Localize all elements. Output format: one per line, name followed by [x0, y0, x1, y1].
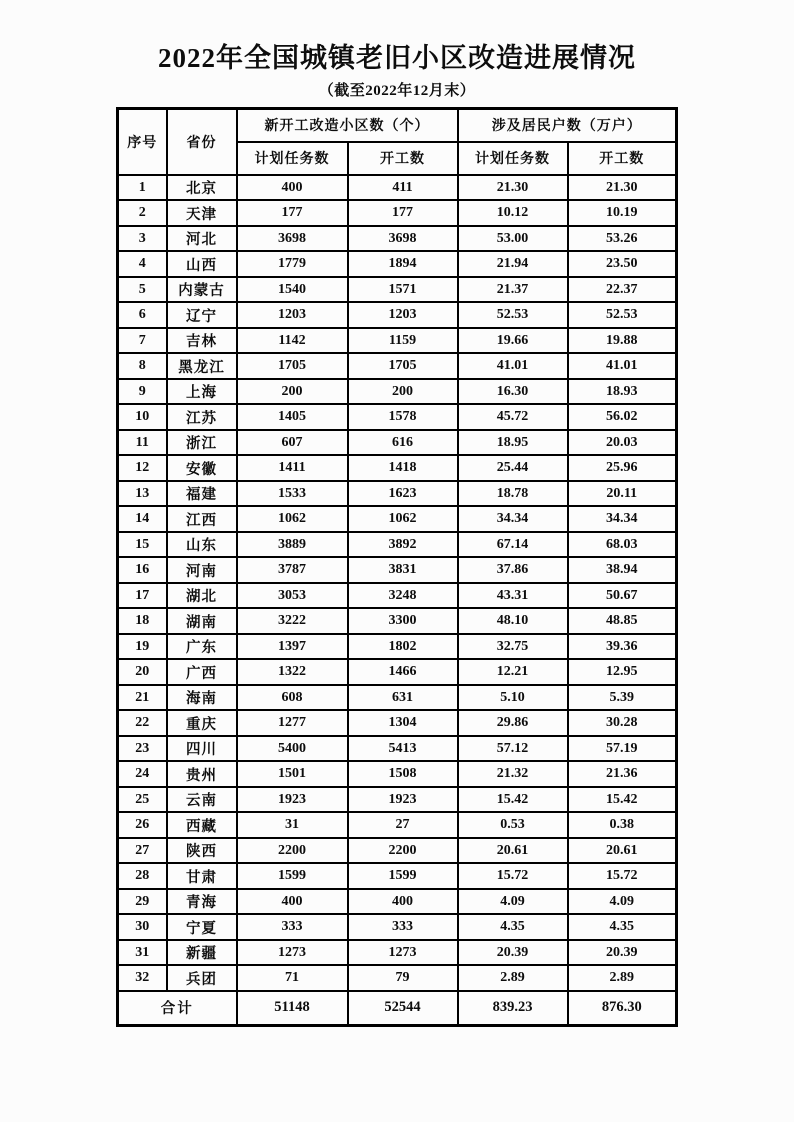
- plan-households-cell: 57.12: [458, 736, 568, 762]
- seq-cell: 2: [118, 200, 167, 226]
- seq-cell: 10: [118, 404, 167, 430]
- header-province: 省份: [167, 108, 237, 175]
- start-households-cell: 41.01: [568, 353, 677, 379]
- seq-cell: 3: [118, 226, 167, 252]
- seq-cell: 14: [118, 506, 167, 532]
- start-households-cell: 48.85: [568, 608, 677, 634]
- seq-cell: 15: [118, 532, 167, 558]
- plan-count-cell: 3222: [237, 608, 348, 634]
- province-cell: 湖北: [167, 583, 237, 609]
- start-households-cell: 52.53: [568, 302, 677, 328]
- plan-households-cell: 20.39: [458, 940, 568, 966]
- province-cell: 黑龙江: [167, 353, 237, 379]
- seq-cell: 17: [118, 583, 167, 609]
- start-count-cell: 2200: [348, 838, 458, 864]
- plan-households-cell: 21.94: [458, 251, 568, 277]
- plan-count-cell: 1540: [237, 277, 348, 303]
- plan-count-cell: 71: [237, 965, 348, 991]
- province-cell: 上海: [167, 379, 237, 405]
- province-cell: 吉林: [167, 328, 237, 354]
- plan-count-cell: 3053: [237, 583, 348, 609]
- start-count-cell: 1571: [348, 277, 458, 303]
- table-row: [118, 328, 677, 354]
- table-row: [118, 761, 677, 787]
- plan-count-cell: 3889: [237, 532, 348, 558]
- table-row: [118, 353, 677, 379]
- start-households-cell: 30.28: [568, 710, 677, 736]
- plan-households-cell: 4.09: [458, 889, 568, 915]
- seq-cell: 12: [118, 455, 167, 481]
- table-row: [118, 200, 677, 226]
- start-count-cell: 1508: [348, 761, 458, 787]
- seq-cell: 11: [118, 430, 167, 456]
- seq-cell: 5: [118, 277, 167, 303]
- seq-cell: 28: [118, 863, 167, 889]
- table-row: [118, 226, 677, 252]
- table-row: [118, 175, 677, 201]
- table-row: [118, 914, 677, 940]
- seq-cell: 8: [118, 353, 167, 379]
- seq-cell: 26: [118, 812, 167, 838]
- total-plan-households: 839.23: [458, 991, 568, 1026]
- start-households-cell: 18.93: [568, 379, 677, 405]
- document-subtitle: （截至2022年12月末）: [318, 82, 476, 99]
- total-row: [118, 991, 677, 1026]
- province-cell: 青海: [167, 889, 237, 915]
- header-planned-communities: 计划任务数: [237, 142, 348, 175]
- header-planned-households: 计划任务数: [458, 142, 568, 175]
- plan-count-cell: 200: [237, 379, 348, 405]
- plan-households-cell: 10.12: [458, 200, 568, 226]
- plan-households-cell: 21.37: [458, 277, 568, 303]
- province-cell: 辽宁: [167, 302, 237, 328]
- start-households-cell: 39.36: [568, 634, 677, 660]
- plan-households-cell: 15.72: [458, 863, 568, 889]
- province-cell: 安徽: [167, 455, 237, 481]
- table-row: [118, 302, 677, 328]
- start-households-cell: 10.19: [568, 200, 677, 226]
- table-body: [118, 175, 677, 991]
- table-row: [118, 940, 677, 966]
- start-households-cell: 68.03: [568, 532, 677, 558]
- province-cell: 四川: [167, 736, 237, 762]
- start-count-cell: 1159: [348, 328, 458, 354]
- plan-count-cell: 1923: [237, 787, 348, 813]
- province-cell: 广西: [167, 659, 237, 685]
- plan-count-cell: 3698: [237, 226, 348, 252]
- plan-count-cell: 1779: [237, 251, 348, 277]
- start-households-cell: 4.35: [568, 914, 677, 940]
- start-households-cell: 34.34: [568, 506, 677, 532]
- province-cell: 北京: [167, 175, 237, 201]
- seq-cell: 19: [118, 634, 167, 660]
- province-cell: 山东: [167, 532, 237, 558]
- table-header: [118, 108, 677, 175]
- start-households-cell: 0.38: [568, 812, 677, 838]
- plan-households-cell: 20.61: [458, 838, 568, 864]
- start-households-cell: 20.61: [568, 838, 677, 864]
- plan-households-cell: 25.44: [458, 455, 568, 481]
- start-count-cell: 1418: [348, 455, 458, 481]
- plan-households-cell: 18.95: [458, 430, 568, 456]
- plan-count-cell: 608: [237, 685, 348, 711]
- province-cell: 甘肃: [167, 863, 237, 889]
- start-count-cell: 3248: [348, 583, 458, 609]
- seq-cell: 22: [118, 710, 167, 736]
- header-group-communities: 新开工改造小区数（个）: [237, 108, 458, 142]
- table-row: [118, 557, 677, 583]
- plan-households-cell: 41.01: [458, 353, 568, 379]
- total-label: 合计: [118, 991, 237, 1026]
- start-households-cell: 15.42: [568, 787, 677, 813]
- table-row: [118, 481, 677, 507]
- seq-cell: 1: [118, 175, 167, 201]
- province-cell: 陕西: [167, 838, 237, 864]
- province-cell: 贵州: [167, 761, 237, 787]
- start-count-cell: 3831: [348, 557, 458, 583]
- seq-cell: 25: [118, 787, 167, 813]
- table-row: [118, 506, 677, 532]
- plan-households-cell: 52.53: [458, 302, 568, 328]
- start-households-cell: 20.03: [568, 430, 677, 456]
- table-row: [118, 277, 677, 303]
- start-households-cell: 53.26: [568, 226, 677, 252]
- province-cell: 兵团: [167, 965, 237, 991]
- start-households-cell: 19.88: [568, 328, 677, 354]
- seq-cell: 32: [118, 965, 167, 991]
- seq-cell: 20: [118, 659, 167, 685]
- renovation-progress-table: [116, 107, 678, 1027]
- province-cell: 江苏: [167, 404, 237, 430]
- start-households-cell: 5.39: [568, 685, 677, 711]
- province-cell: 海南: [167, 685, 237, 711]
- start-count-cell: 177: [348, 200, 458, 226]
- plan-households-cell: 29.86: [458, 710, 568, 736]
- plan-count-cell: 400: [237, 175, 348, 201]
- start-count-cell: 1802: [348, 634, 458, 660]
- table-row: [118, 251, 677, 277]
- table-row: [118, 685, 677, 711]
- start-households-cell: 15.72: [568, 863, 677, 889]
- seq-cell: 4: [118, 251, 167, 277]
- start-households-cell: 23.50: [568, 251, 677, 277]
- plan-households-cell: 12.21: [458, 659, 568, 685]
- start-households-cell: 20.11: [568, 481, 677, 507]
- start-count-cell: 3698: [348, 226, 458, 252]
- header-row-groups: [118, 108, 677, 142]
- plan-count-cell: 1705: [237, 353, 348, 379]
- seq-cell: 6: [118, 302, 167, 328]
- table-row: [118, 608, 677, 634]
- header-seq: 序号: [118, 108, 167, 175]
- start-count-cell: 1578: [348, 404, 458, 430]
- start-count-cell: 3892: [348, 532, 458, 558]
- table-row: [118, 583, 677, 609]
- start-count-cell: 400: [348, 889, 458, 915]
- start-count-cell: 1466: [348, 659, 458, 685]
- plan-count-cell: 607: [237, 430, 348, 456]
- table-row: [118, 965, 677, 991]
- plan-count-cell: 31: [237, 812, 348, 838]
- start-count-cell: 200: [348, 379, 458, 405]
- plan-count-cell: 3787: [237, 557, 348, 583]
- table-row: [118, 889, 677, 915]
- start-households-cell: 12.95: [568, 659, 677, 685]
- start-count-cell: 1923: [348, 787, 458, 813]
- start-count-cell: 1062: [348, 506, 458, 532]
- start-households-cell: 57.19: [568, 736, 677, 762]
- seq-cell: 18: [118, 608, 167, 634]
- start-households-cell: 4.09: [568, 889, 677, 915]
- seq-cell: 16: [118, 557, 167, 583]
- document-title: 2022年全国城镇老旧小区改造进展情况: [158, 43, 636, 73]
- plan-households-cell: 0.53: [458, 812, 568, 838]
- table-row: [118, 659, 677, 685]
- table-row: [118, 736, 677, 762]
- plan-households-cell: 37.86: [458, 557, 568, 583]
- table-row: [118, 838, 677, 864]
- plan-households-cell: 21.32: [458, 761, 568, 787]
- plan-count-cell: 1599: [237, 863, 348, 889]
- start-count-cell: 1304: [348, 710, 458, 736]
- plan-households-cell: 67.14: [458, 532, 568, 558]
- plan-count-cell: 5400: [237, 736, 348, 762]
- table-row: [118, 787, 677, 813]
- start-count-cell: 1273: [348, 940, 458, 966]
- total-plan-count: 51148: [237, 991, 348, 1026]
- plan-households-cell: 43.31: [458, 583, 568, 609]
- table-row: [118, 863, 677, 889]
- start-households-cell: 56.02: [568, 404, 677, 430]
- start-households-cell: 20.39: [568, 940, 677, 966]
- start-count-cell: 1894: [348, 251, 458, 277]
- province-cell: 西藏: [167, 812, 237, 838]
- seq-cell: 24: [118, 761, 167, 787]
- start-households-cell: 38.94: [568, 557, 677, 583]
- table-footer: [118, 991, 677, 1026]
- plan-count-cell: 400: [237, 889, 348, 915]
- plan-households-cell: 15.42: [458, 787, 568, 813]
- plan-households-cell: 53.00: [458, 226, 568, 252]
- start-households-cell: 21.30: [568, 175, 677, 201]
- province-cell: 湖南: [167, 608, 237, 634]
- start-count-cell: 1623: [348, 481, 458, 507]
- start-count-cell: 1203: [348, 302, 458, 328]
- plan-households-cell: 18.78: [458, 481, 568, 507]
- plan-households-cell: 48.10: [458, 608, 568, 634]
- table-row: [118, 710, 677, 736]
- province-cell: 云南: [167, 787, 237, 813]
- province-cell: 天津: [167, 200, 237, 226]
- start-count-cell: 333: [348, 914, 458, 940]
- plan-count-cell: 1203: [237, 302, 348, 328]
- table-row: [118, 404, 677, 430]
- plan-count-cell: 1533: [237, 481, 348, 507]
- province-cell: 河南: [167, 557, 237, 583]
- plan-count-cell: 1062: [237, 506, 348, 532]
- plan-households-cell: 34.34: [458, 506, 568, 532]
- seq-cell: 27: [118, 838, 167, 864]
- plan-count-cell: 1142: [237, 328, 348, 354]
- plan-count-cell: 1322: [237, 659, 348, 685]
- province-cell: 浙江: [167, 430, 237, 456]
- plan-count-cell: 2200: [237, 838, 348, 864]
- province-cell: 江西: [167, 506, 237, 532]
- start-households-cell: 25.96: [568, 455, 677, 481]
- start-households-cell: 2.89: [568, 965, 677, 991]
- plan-households-cell: 5.10: [458, 685, 568, 711]
- seq-cell: 9: [118, 379, 167, 405]
- start-households-cell: 50.67: [568, 583, 677, 609]
- province-cell: 福建: [167, 481, 237, 507]
- province-cell: 广东: [167, 634, 237, 660]
- table-row: [118, 455, 677, 481]
- plan-households-cell: 19.66: [458, 328, 568, 354]
- province-cell: 宁夏: [167, 914, 237, 940]
- header-started-households: 开工数: [568, 142, 677, 175]
- seq-cell: 7: [118, 328, 167, 354]
- total-start-count: 52544: [348, 991, 458, 1026]
- plan-count-cell: 1411: [237, 455, 348, 481]
- province-cell: 重庆: [167, 710, 237, 736]
- seq-cell: 13: [118, 481, 167, 507]
- plan-count-cell: 177: [237, 200, 348, 226]
- plan-households-cell: 2.89: [458, 965, 568, 991]
- plan-households-cell: 21.30: [458, 175, 568, 201]
- seq-cell: 31: [118, 940, 167, 966]
- plan-count-cell: 1405: [237, 404, 348, 430]
- start-count-cell: 631: [348, 685, 458, 711]
- start-count-cell: 5413: [348, 736, 458, 762]
- start-count-cell: 79: [348, 965, 458, 991]
- header-started-communities: 开工数: [348, 142, 458, 175]
- total-start-households: 876.30: [568, 991, 677, 1026]
- seq-cell: 29: [118, 889, 167, 915]
- start-count-cell: 1599: [348, 863, 458, 889]
- seq-cell: 30: [118, 914, 167, 940]
- province-cell: 内蒙古: [167, 277, 237, 303]
- seq-cell: 21: [118, 685, 167, 711]
- table-row: [118, 812, 677, 838]
- header-group-households: 涉及居民户数（万户）: [458, 108, 677, 142]
- province-cell: 山西: [167, 251, 237, 277]
- plan-count-cell: 1501: [237, 761, 348, 787]
- start-count-cell: 3300: [348, 608, 458, 634]
- table-row: [118, 634, 677, 660]
- table-row: [118, 379, 677, 405]
- plan-households-cell: 16.30: [458, 379, 568, 405]
- start-count-cell: 1705: [348, 353, 458, 379]
- province-cell: 河北: [167, 226, 237, 252]
- plan-count-cell: 1277: [237, 710, 348, 736]
- plan-count-cell: 1273: [237, 940, 348, 966]
- plan-households-cell: 45.72: [458, 404, 568, 430]
- start-count-cell: 27: [348, 812, 458, 838]
- plan-count-cell: 1397: [237, 634, 348, 660]
- start-households-cell: 22.37: [568, 277, 677, 303]
- plan-count-cell: 333: [237, 914, 348, 940]
- plan-households-cell: 32.75: [458, 634, 568, 660]
- plan-households-cell: 4.35: [458, 914, 568, 940]
- start-count-cell: 411: [348, 175, 458, 201]
- start-households-cell: 21.36: [568, 761, 677, 787]
- start-count-cell: 616: [348, 430, 458, 456]
- province-cell: 新疆: [167, 940, 237, 966]
- table-row: [118, 532, 677, 558]
- seq-cell: 23: [118, 736, 167, 762]
- table-row: [118, 430, 677, 456]
